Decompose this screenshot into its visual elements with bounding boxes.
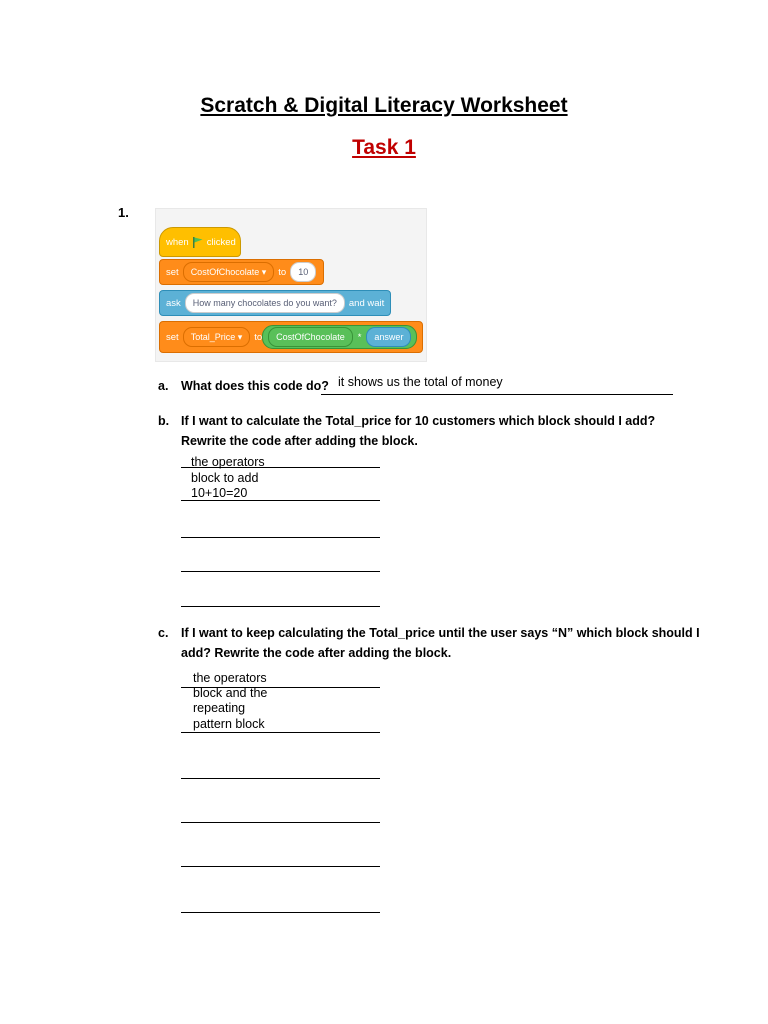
and-wait-keyword: and wait (348, 297, 385, 309)
variable-dropdown-total[interactable]: Total_Price ▾ (183, 327, 251, 347)
set-keyword: set (166, 266, 179, 278)
set-total-price-block (159, 321, 423, 353)
task-heading: Task 1 (352, 136, 416, 159)
hat-clicked-text: clicked (206, 236, 236, 248)
ask-keyword: ask (166, 297, 181, 309)
green-flag-icon (193, 237, 203, 248)
answer-c-line (181, 822, 380, 823)
scratch-code-screenshot (155, 208, 427, 362)
variable-dropdown-cost[interactable]: CostOfChocolate ▾ (183, 262, 275, 282)
answer-c-line (181, 912, 380, 913)
question-b-text-2: Rewrite the code after adding the block. (181, 434, 418, 448)
value-input-10[interactable]: 10 (290, 262, 316, 282)
answer-c-line (181, 732, 380, 733)
answer-b-line (181, 571, 380, 572)
question-number: 1. (118, 205, 129, 220)
question-c-label: c. (158, 626, 169, 640)
question-a-label: a. (158, 379, 169, 393)
answer-b-text-3[interactable]: 10+10=20 (191, 486, 248, 500)
multiply-operator-block (262, 325, 417, 349)
answer-b-line (181, 606, 380, 607)
answer-b-text-1[interactable]: the operators (191, 455, 265, 469)
answer-b-text-2[interactable]: block to add (191, 471, 259, 485)
answer-c-text-1[interactable]: the operators (193, 671, 267, 685)
question-c-text-2: add? Rewrite the code after adding the block. (181, 646, 452, 660)
set-keyword-2: set (166, 331, 179, 343)
answer-c-text-3[interactable]: repeating (193, 701, 246, 715)
answer-c-text-2[interactable]: block and the (193, 686, 268, 700)
answer-reporter: answer (366, 327, 411, 347)
to-keyword: to (278, 266, 287, 278)
question-b-text-1: If I want to calculate the Total_price for 10 customers which block should I add? (181, 414, 656, 428)
to-keyword-2: to (254, 331, 263, 343)
set-cost-block (159, 259, 324, 285)
question-b-label: b. (158, 414, 170, 428)
answer-c-text-4[interactable]: pattern block (193, 717, 265, 731)
ask-prompt-input[interactable]: How many chocolates do you want? (185, 293, 345, 313)
answer-c-line (181, 778, 380, 779)
hat-when-text: when (166, 236, 189, 248)
answer-a-line (321, 394, 673, 395)
when-flag-clicked-block (159, 227, 241, 257)
multiply-sign: * (357, 331, 362, 343)
answer-c-line (181, 866, 380, 867)
worksheet-title: Scratch & Digital Literacy Worksheet (200, 94, 568, 117)
answer-a-text[interactable]: it shows us the total of money (338, 375, 503, 389)
answer-b-line (181, 537, 380, 538)
question-c-text-1: If I want to keep calculating the Total_price until the user says “N” which block should I (181, 626, 700, 640)
question-a-text: What does this code do? (181, 379, 329, 393)
ask-and-wait-block (159, 290, 391, 316)
answer-b-line (181, 500, 380, 501)
cost-reporter: CostOfChocolate (268, 327, 353, 347)
